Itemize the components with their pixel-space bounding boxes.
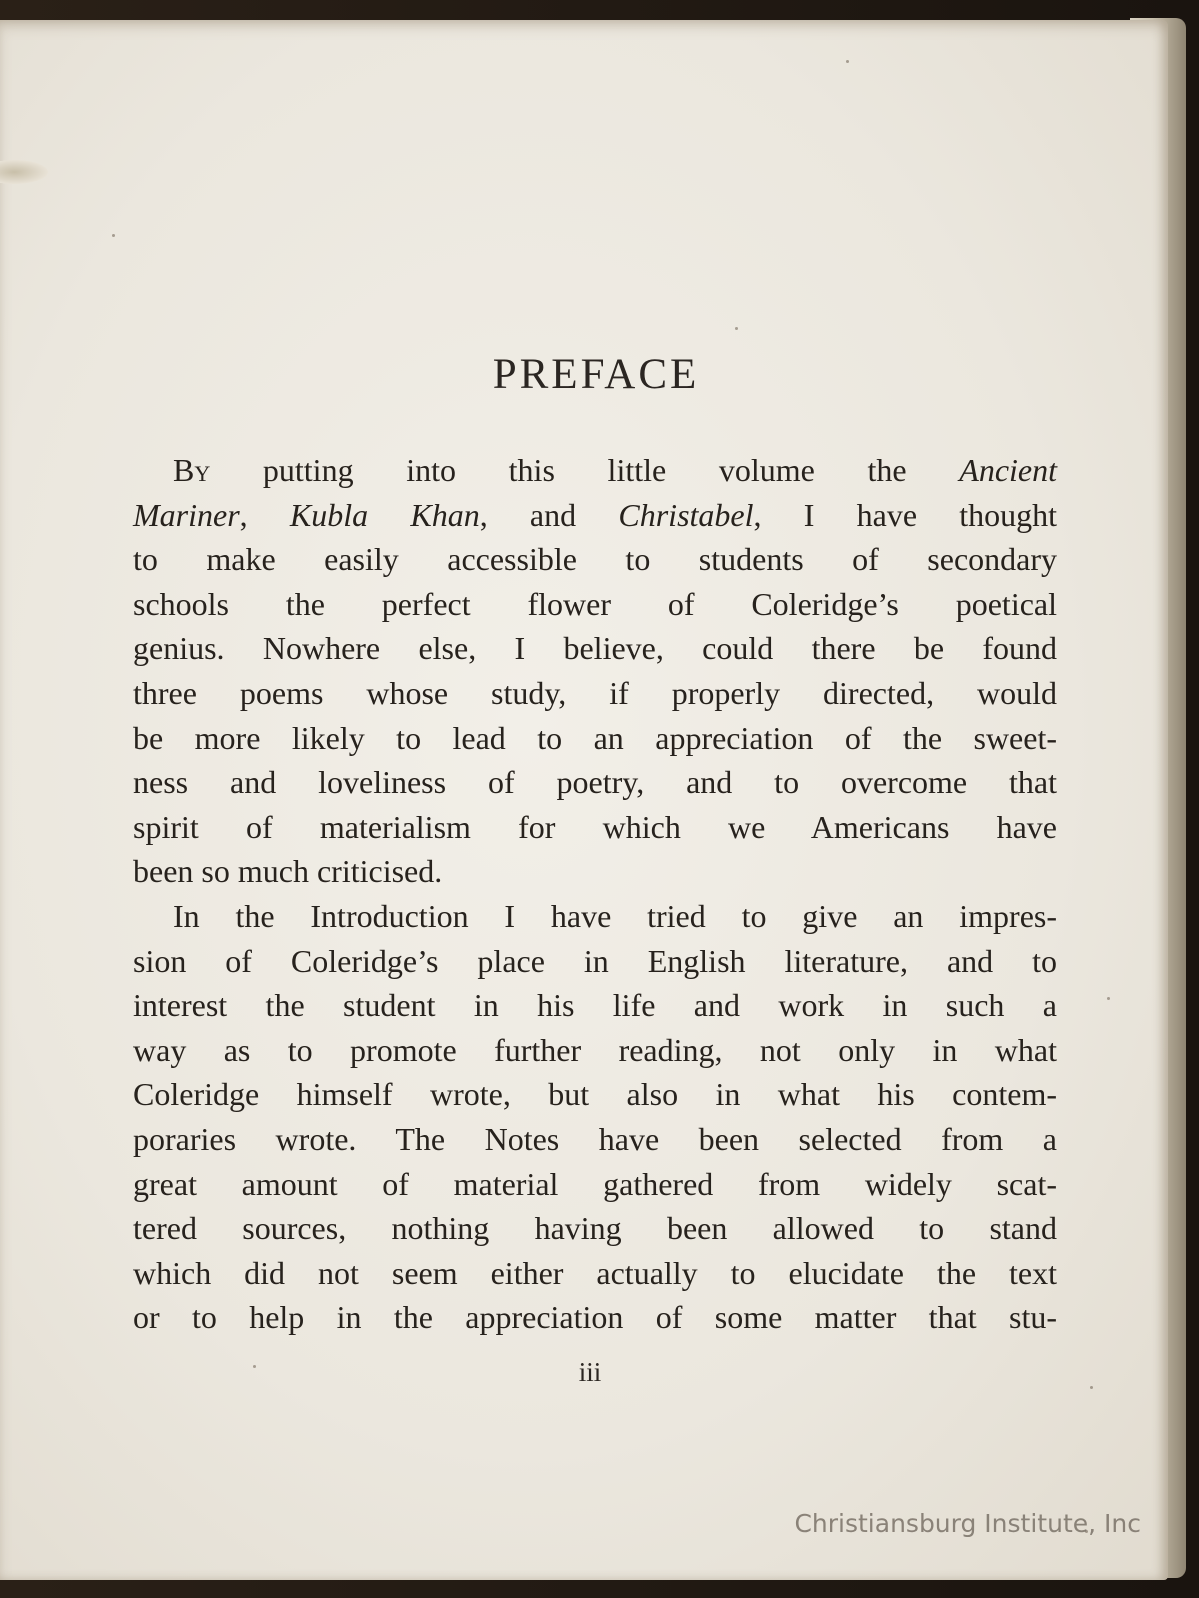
paper-speck: [846, 60, 849, 63]
text-line: or to help in the appreciation of some matter that stu-: [133, 1299, 1057, 1336]
text-line: way as to promote further reading, not only in what: [133, 1031, 1057, 1068]
text-line: ness and loveliness of poetry, and to overcome that: [133, 764, 1057, 801]
text-line: genius. Nowhere else, I believe, could there be found: [133, 630, 1057, 667]
text-line: schools the perfect flower of Coleridge’s poetical: [133, 585, 1057, 622]
text-line: Coleridge himself wrote, but also in what his contem-: [133, 1076, 1057, 1113]
text-line: interest the student in his life and work in such a: [133, 987, 1057, 1024]
text-line: which did not seem either actually to elucidate the text: [133, 1254, 1057, 1291]
text-line: poraries wrote. The Notes have been selected from a: [133, 1120, 1057, 1157]
paper-speck: [735, 327, 738, 330]
text-line: In the Introduction I have tried to give an impres-: [173, 897, 1057, 934]
paper-speck: [1107, 997, 1110, 1000]
text-line: Mariner, Kubla Khan, and Christabel, I have thought: [133, 496, 1058, 533]
paper-speck: [1090, 1386, 1093, 1389]
page-number: iii: [578, 1357, 602, 1387]
torn-page-mark: [0, 160, 48, 184]
text-line: be more likely to lead to an appreciation of the sweet-: [133, 719, 1057, 756]
text-line: three poems whose study, if properly directed, would: [133, 674, 1057, 711]
text-line: great amount of material gathered from widely scat-: [133, 1165, 1057, 1202]
text-line: to make easily accessible to students of secondary: [133, 541, 1057, 578]
text-line: spirit of materialism for which we Americans have: [133, 808, 1057, 845]
paper-speck: [253, 1365, 256, 1368]
page-title: PREFACE: [492, 351, 700, 398]
preface-body: [133, 448, 1057, 1340]
paper-speck: [112, 234, 115, 237]
text-line: sion of Coleridge’s place in English literature, and to: [133, 942, 1057, 979]
text-line: By putting into this little volume the Ancient: [173, 452, 1057, 488]
watermark: Christiansburg Institute, Inc: [794, 1509, 1141, 1538]
text-line: tered sources, nothing having been allowed to stand: [133, 1210, 1057, 1247]
text-line: been so much criticised.: [133, 853, 443, 890]
